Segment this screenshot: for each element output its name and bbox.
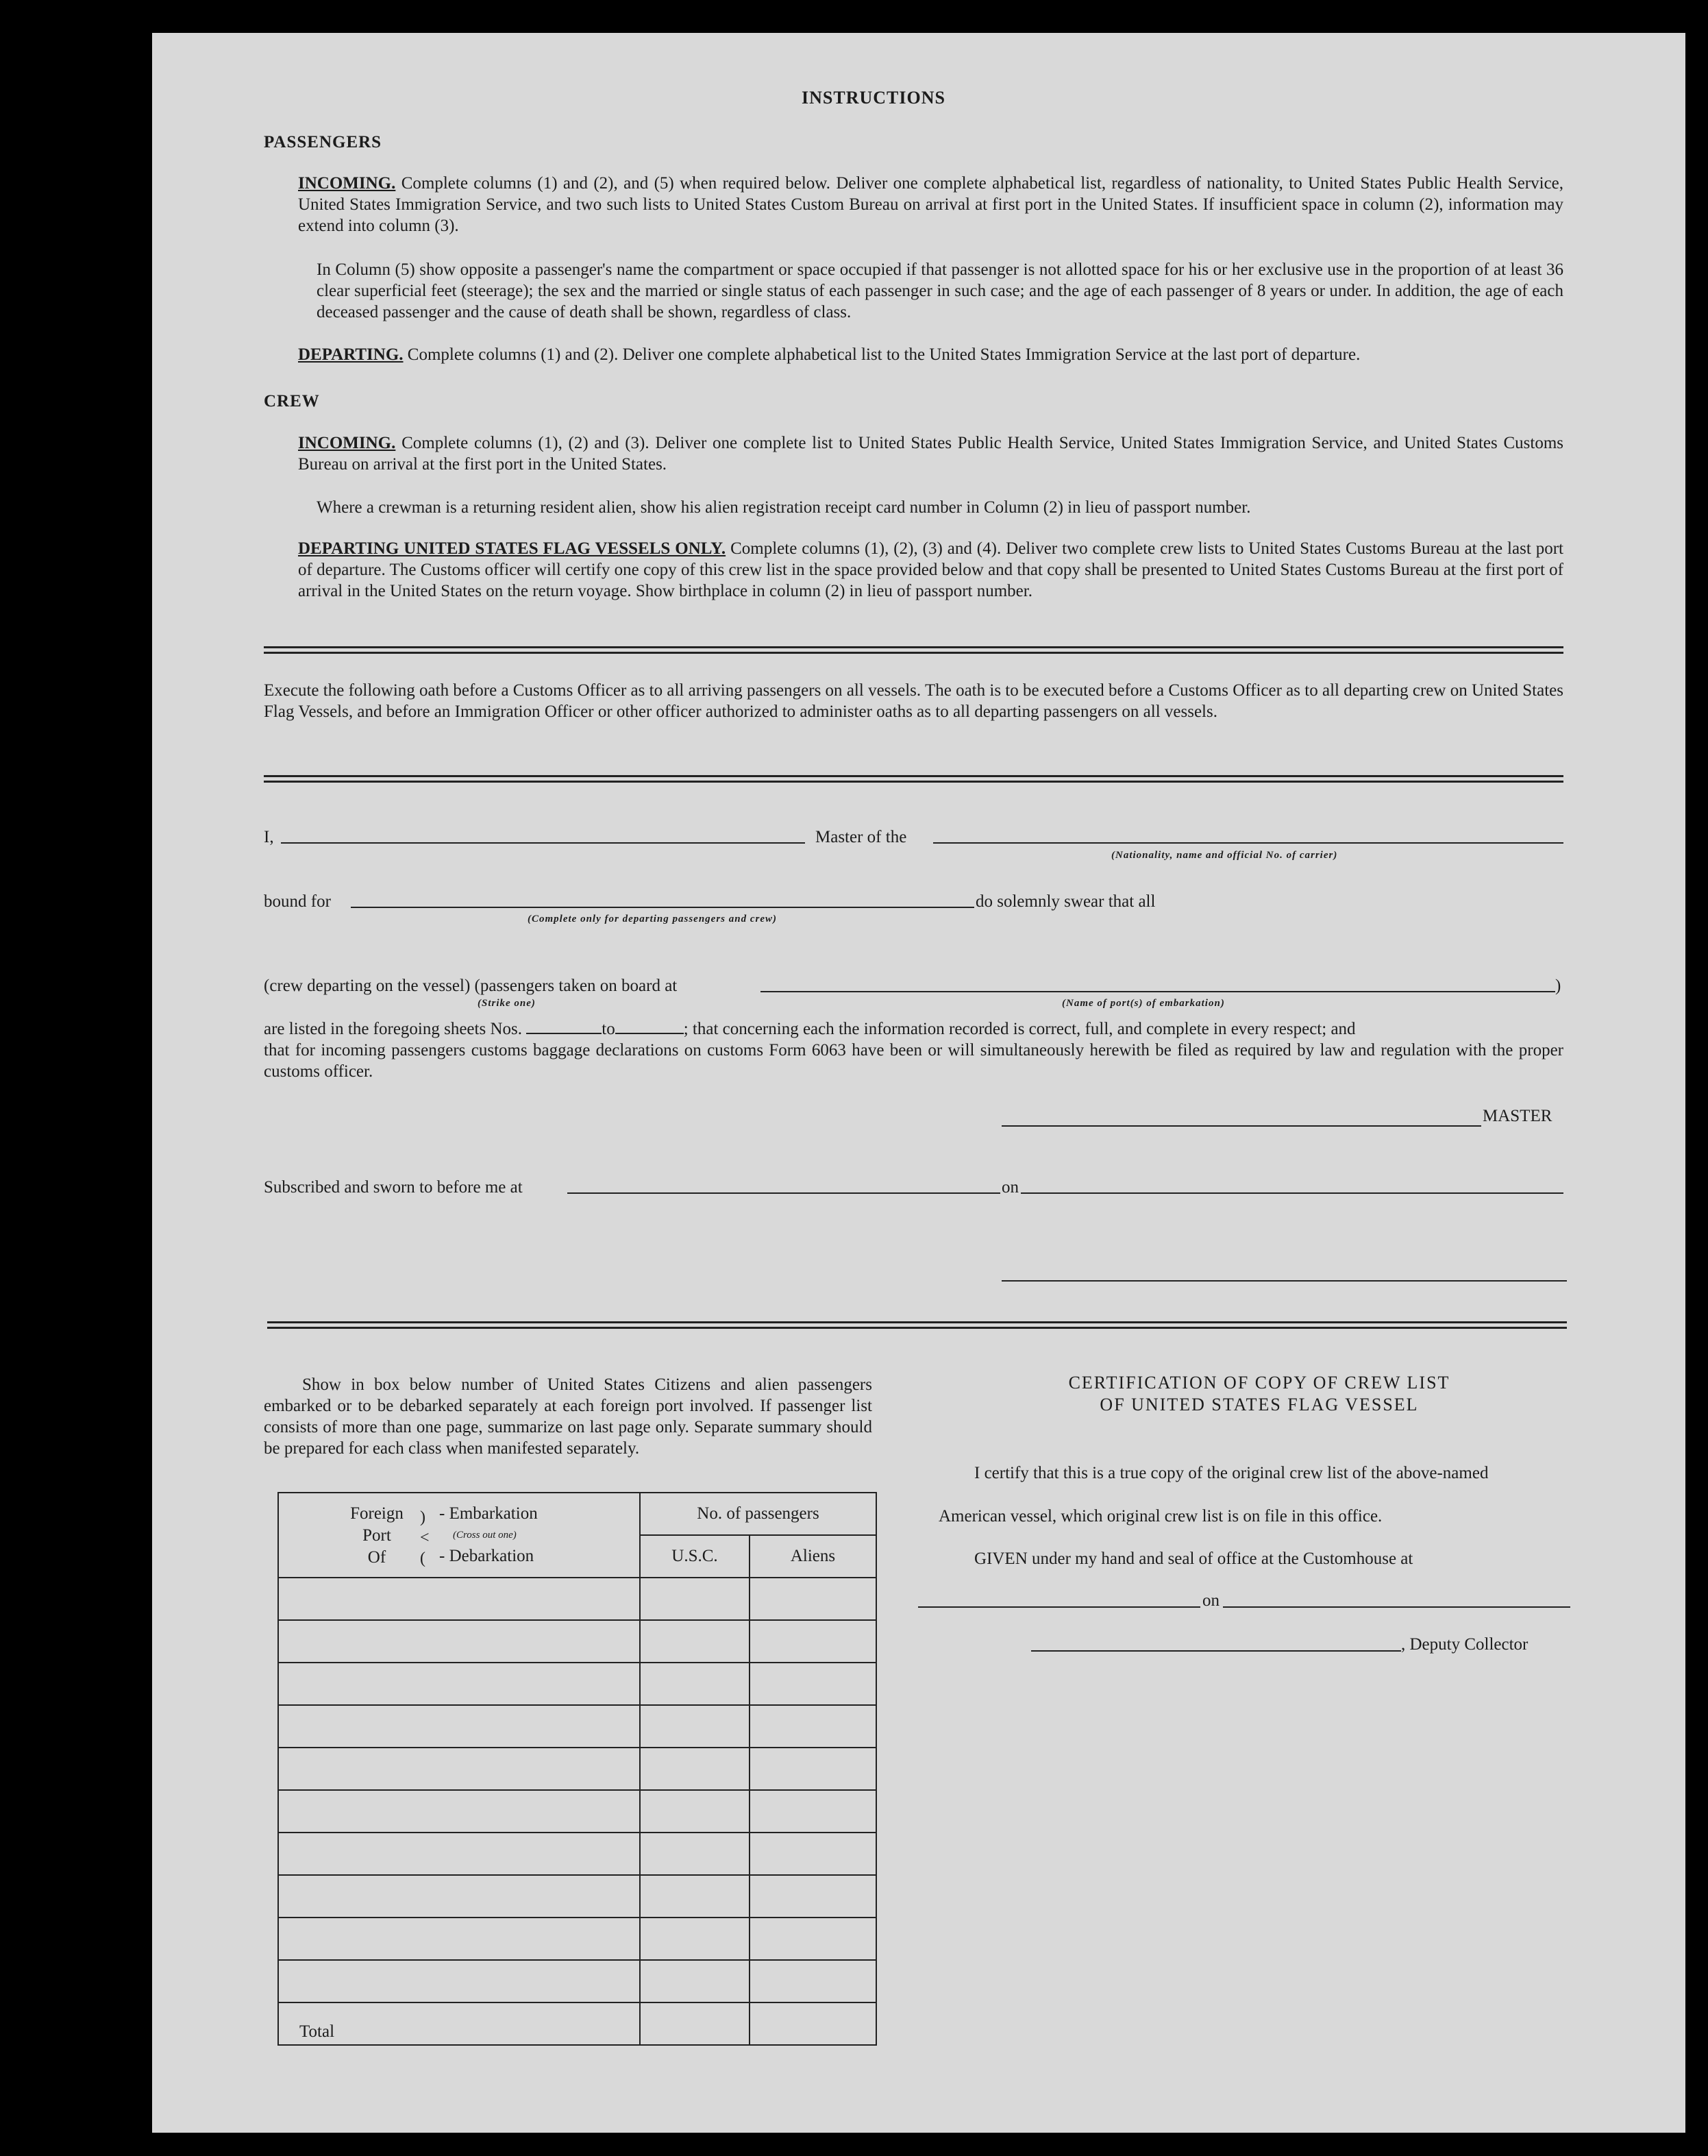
given-line: GIVEN under my hand and seal of office at the Customhouse at xyxy=(974,1549,1413,1568)
usc-cell[interactable] xyxy=(640,1620,750,1663)
debarkation-label: - Debarkation xyxy=(439,1547,534,1565)
passenger-summary-table xyxy=(277,1492,877,2046)
sworn-on-label: on xyxy=(1002,1178,1019,1197)
cross-out-note: (Cross out one) xyxy=(453,1530,517,1541)
swear-label: do solemnly swear that all xyxy=(976,892,1156,911)
certification-date-field[interactable] xyxy=(1223,1606,1570,1608)
master-name-field[interactable] xyxy=(281,842,805,844)
bound-for-label: bound for xyxy=(264,892,331,911)
crew-departing-label: DEPARTING UNITED STATES FLAG VESSELS ONLY. xyxy=(298,539,726,558)
certification-on-label: on xyxy=(1202,1591,1220,1610)
aliens-cell[interactable] xyxy=(750,1960,876,2002)
table-row xyxy=(278,1875,876,1918)
passengers-incoming-text: Complete columns (1) and (2), and (5) when required below. Deliver one complete alphabetical list, regardless of nationality, to United States Public Health Service, United States Immigration Service, and two such lists to United States Custom Bureau on arrival at first port in the United States. If insufficient space in column (2), information may extend into column (3). xyxy=(298,174,1564,235)
aliens-cell[interactable] xyxy=(750,1663,876,1705)
table-row xyxy=(278,1748,876,1790)
table-row xyxy=(278,1833,876,1875)
certification-title-1: CERTIFICATION OF COPY OF CREW LIST xyxy=(1068,1373,1450,1393)
brace-icon: ) < ( xyxy=(420,1508,430,1567)
port-cell[interactable] xyxy=(278,1748,640,1790)
aliens-cell[interactable] xyxy=(750,1833,876,1875)
passengers-departing-text: Complete columns (1) and (2). Deliver one complete alphabetical list to the United States Immigration Service at the last port of departure. xyxy=(407,345,1361,364)
nationality-note: (Nationality, name and official No. of carrier) xyxy=(1111,850,1338,861)
section-divider xyxy=(264,646,1563,654)
embarkation-label: - Embarkation xyxy=(439,1504,538,1523)
passengers-departing-label: DEPARTING. xyxy=(298,345,404,364)
certification-title-2: OF UNITED STATES FLAG VESSEL xyxy=(1100,1395,1419,1414)
foreign-label: Foreign xyxy=(350,1504,404,1523)
oath-instructions: Execute the following oath before a Customs Officer as to all arriving passengers on all vessels. The oath is to be executed before a Customs Officer as to all departing crew on United States Flag Vessels, and before an Immigration Officer or other officer authorized to administer oaths as to all departing passengers on all vessels. xyxy=(264,681,1563,721)
master-of-label: Master of the xyxy=(815,828,907,846)
subscribed-label: Subscribed and sworn to before me at xyxy=(264,1178,523,1197)
passengers-incoming-paragraph xyxy=(298,173,1563,236)
usc-header: U.S.C. xyxy=(640,1535,750,1578)
crew-departing-text: Complete columns (1), (2), (3) and (4). Deliver two complete crew lists to United States Customs Bureau at the last port of departure. The Customs officer will certify one copy of this crew list in the space provided below and that copy shall be presented to United States Customs Bureau at the first port of arrival in the United States on the return voyage. Show birthplace in column (2) in lieu of passport number. xyxy=(298,539,1564,600)
crew-heading: CREW xyxy=(264,392,320,411)
aliens-cell[interactable] xyxy=(750,1620,876,1663)
port-cell[interactable] xyxy=(278,1960,640,2002)
strike-note: (Strike one) xyxy=(478,998,536,1009)
usc-cell[interactable] xyxy=(640,1578,750,1620)
port-label: Port xyxy=(362,1526,391,1545)
of-label: Of xyxy=(367,1548,386,1567)
aliens-cell[interactable] xyxy=(750,1748,876,1790)
listed-continuation: that for incoming passengers customs baggage declarations on customs Form 6063 have been or will simultaneously herewith be filed as required by law and regulation with the proper customs officer. xyxy=(264,1041,1563,1081)
usc-cell[interactable] xyxy=(640,1918,750,1960)
passengers-incoming-label: INCOMING. xyxy=(298,174,396,193)
listed-label-a: are listed in the foregoing sheets Nos. xyxy=(264,1020,522,1038)
port-cell[interactable] xyxy=(278,1578,640,1620)
listed-sheets-line xyxy=(264,1018,1563,1040)
usc-total-cell[interactable] xyxy=(640,2002,750,2045)
summary-instructions: Show in box below number of United States Citizens and alien passengers embarked or to be debarked separately at each foreign port involved. If passenger list consists of more than one page, summarize on last page only. Separate summary should be prepared for each class when manifested separately. xyxy=(264,1375,872,1458)
deputy-signature-field[interactable] xyxy=(1031,1650,1401,1652)
port-header-cell xyxy=(278,1493,640,1578)
port-cell[interactable] xyxy=(278,1875,640,1918)
sheet-to-field[interactable] xyxy=(615,1033,684,1034)
crew-departing-label: (crew departing on the vessel) (passengers taken on board at xyxy=(264,977,678,995)
aliens-cell[interactable] xyxy=(750,1875,876,1918)
certify-line-2: American vessel, which original crew list is on file in this office. xyxy=(939,1507,1383,1526)
table-row xyxy=(278,1918,876,1960)
crew-incoming-text: Complete columns (1), (2) and (3). Deliver one complete list to United States Public Health Service, United States Immigration Service, and United States Customs Bureau on arrival at the first port in the United States. xyxy=(298,434,1564,474)
no-passengers-header: No. of passengers xyxy=(640,1493,876,1535)
listed-label-b: ; that concerning each the information recorded is correct, full, and complete in every respect; and xyxy=(683,1020,1356,1038)
embarkation-port-field[interactable] xyxy=(760,991,1555,992)
port-cell[interactable] xyxy=(278,1833,640,1875)
usc-cell[interactable] xyxy=(640,1875,750,1918)
column5-paragraph: In Column (5) show opposite a passenger's name the compartment or space occupied if that passenger is not allotted space for his or her exclusive use in the proportion of at least 36 clear superficial feet (steerage); the sex and the married or single status of each passenger in such case; and the age of each passenger of 8 years or under. In addition, the age of each deceased passenger and the cause of death shall be shown, regardless of class. xyxy=(317,260,1563,321)
officer-signature-field[interactable] xyxy=(1002,1280,1567,1282)
carrier-field[interactable] xyxy=(933,842,1563,844)
usc-cell[interactable] xyxy=(640,1960,750,2002)
bound-for-field[interactable] xyxy=(351,907,974,908)
port-cell[interactable] xyxy=(278,1790,640,1833)
to-label: to xyxy=(602,1020,615,1038)
usc-cell[interactable] xyxy=(640,1833,750,1875)
section-divider xyxy=(267,1321,1567,1329)
usc-cell[interactable] xyxy=(640,1663,750,1705)
port-cell[interactable] xyxy=(278,1663,640,1705)
deputy-collector-label: , Deputy Collector xyxy=(1401,1635,1528,1654)
aliens-cell[interactable] xyxy=(750,1705,876,1748)
usc-cell[interactable] xyxy=(640,1790,750,1833)
page-title: INSTRUCTIONS xyxy=(802,88,945,108)
port-note: (Name of port(s) of embarkation) xyxy=(1062,998,1225,1009)
usc-cell[interactable] xyxy=(640,1748,750,1790)
certify-line-1: I certify that this is a true copy of the original crew list of the above-named xyxy=(974,1464,1489,1482)
section-divider xyxy=(264,775,1563,783)
aliens-total-cell[interactable] xyxy=(750,2002,876,2045)
master-label: MASTER xyxy=(1483,1107,1552,1125)
complete-note: (Complete only for departing passengers and crew) xyxy=(528,914,777,924)
close-paren: ) xyxy=(1555,977,1561,995)
crew-departing-paragraph xyxy=(298,538,1563,602)
master-signature-field[interactable] xyxy=(1002,1125,1481,1127)
crew-incoming-paragraph xyxy=(298,432,1563,475)
crew-alien-paragraph: Where a crewman is a returning resident alien, show his alien registration receipt card number in Column (2) in lieu of passport number. xyxy=(317,498,1251,517)
total-label: Total xyxy=(278,2002,640,2045)
table-row xyxy=(278,1620,876,1663)
table-row xyxy=(278,1960,876,2002)
customhouse-field[interactable] xyxy=(918,1606,1200,1608)
table-row xyxy=(278,1705,876,1748)
port-cell[interactable] xyxy=(278,1705,640,1748)
aliens-cell[interactable] xyxy=(750,1918,876,1960)
aliens-cell[interactable] xyxy=(750,1578,876,1620)
table-row xyxy=(278,1578,876,1620)
sworn-date-field[interactable] xyxy=(1021,1192,1563,1194)
passengers-heading: PASSENGERS xyxy=(264,133,382,151)
port-cell[interactable] xyxy=(278,1620,640,1663)
table-row xyxy=(278,1663,876,1705)
total-row xyxy=(278,2002,876,2045)
crew-incoming-label: INCOMING. xyxy=(298,434,396,452)
usc-cell[interactable] xyxy=(640,1705,750,1748)
table-row xyxy=(278,1790,876,1833)
aliens-cell[interactable] xyxy=(750,1790,876,1833)
sworn-place-field[interactable] xyxy=(567,1192,1000,1194)
passengers-departing-paragraph xyxy=(298,344,1572,365)
port-cell[interactable] xyxy=(278,1918,640,1960)
sheet-from-field[interactable] xyxy=(526,1033,602,1034)
oath-i-label: I, xyxy=(264,828,274,846)
aliens-header: Aliens xyxy=(750,1535,876,1578)
